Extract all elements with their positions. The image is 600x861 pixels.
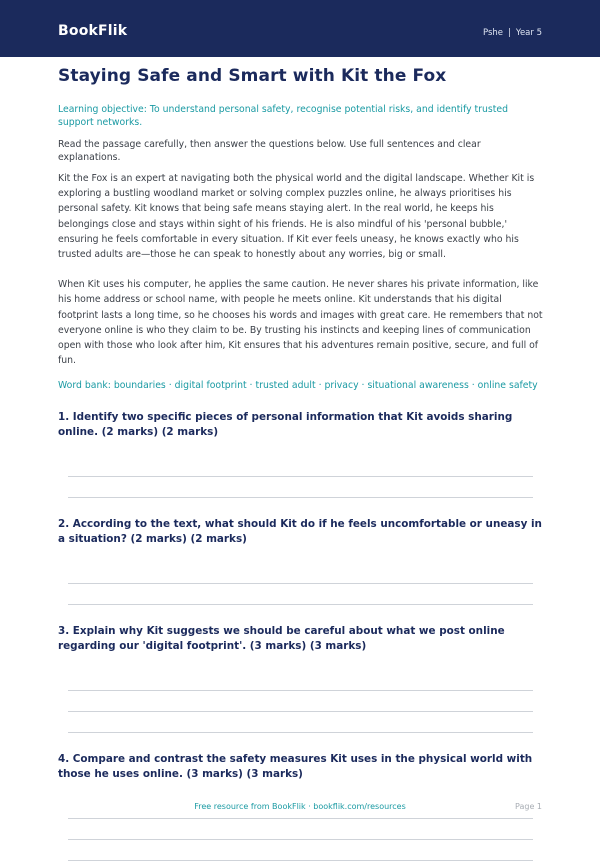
answer-lines xyxy=(68,563,533,605)
page-header xyxy=(0,0,600,57)
question-1 xyxy=(58,410,543,498)
answer-line[interactable] xyxy=(68,456,533,477)
meta-separator: | xyxy=(508,28,511,38)
word-bank: Word bank: boundaries · digital footprint · trusted adult · privacy · situational awareness · online safety xyxy=(58,380,538,392)
answer-line[interactable] xyxy=(68,584,533,605)
question-text: 1. Identify two specific pieces of personal information that Kit avoids sharing online. (2 marks) (2 marks) xyxy=(58,411,513,439)
answer-line[interactable] xyxy=(68,563,533,584)
answer-line[interactable] xyxy=(68,477,533,498)
year-label: Year 5 xyxy=(515,28,542,38)
answer-line[interactable] xyxy=(68,670,533,691)
subject-year-label xyxy=(483,28,542,38)
brand-logo: BookFlik xyxy=(58,23,128,39)
page-title: Staying Safe and Smart with Kit the Fox xyxy=(58,66,447,86)
instructions: Read the passage carefully, then answer the questions below. Use full sentences and clear explanations. xyxy=(58,139,481,163)
answer-line[interactable] xyxy=(68,712,533,733)
question-text: 3. Explain why Kit suggests we should be careful about what we post online regarding our 'digital footprint'. (3 marks) (3 marks) xyxy=(58,625,505,653)
question-3 xyxy=(58,624,543,733)
passage-paragraph: When Kit uses his computer, he applies the same caution. He never shares his private information, like his home address or school name, with people he meets online. Kit understands that his digital footprint lasts a long time, so he chooses his words and images with great care. He remembers that not everyone online is who they claim to be. By trusting his instincts and keeping lines of communication open with those who look after him, Kit ensures that his adventures remain positive, secure, and full of fun. xyxy=(58,279,543,367)
answer-line[interactable] xyxy=(68,819,533,840)
question-2 xyxy=(58,517,543,605)
reading-passage xyxy=(58,171,543,368)
page-number: Page 1 xyxy=(515,802,542,811)
question-text: 2. According to the text, what should Kit do if he feels uncomfortable or uneasy in a situation? (2 marks) (2 marks) xyxy=(58,518,542,546)
worksheet-content xyxy=(58,64,543,861)
question-text: 4. Compare and contrast the safety measures Kit uses in the physical world with those he uses online. (3 marks) (3 marks) xyxy=(58,753,533,781)
answer-line[interactable] xyxy=(68,840,533,861)
subject-label: Pshe xyxy=(482,28,504,38)
footer-resource-link[interactable]: Free resource from BookFlik · bookflik.com/resources xyxy=(194,802,406,811)
learning-objective: Learning objective: To understand personal safety, recognise potential risks, and identify trusted support networks. xyxy=(58,104,508,128)
passage-paragraph: Kit the Fox is an expert at navigating both the physical world and the digital landscape. Whether Kit is exploring a bustling woodland market or solving complex puzzles online, he always prioritises his personal safety. Kit knows that being safe means staying alert. In the real world, he keeps his belongings close and stays within sight of his friends. He is also mindful of his 'personal bubble,' ensuring he feels comfortable in every situation. If Kit ever feels uneasy, he knows exactly who his trusted adults are—those he can speak to honestly about any worries, big or small. xyxy=(58,173,535,261)
answer-lines xyxy=(68,670,533,733)
answer-line[interactable] xyxy=(68,691,533,712)
answer-lines xyxy=(68,456,533,498)
